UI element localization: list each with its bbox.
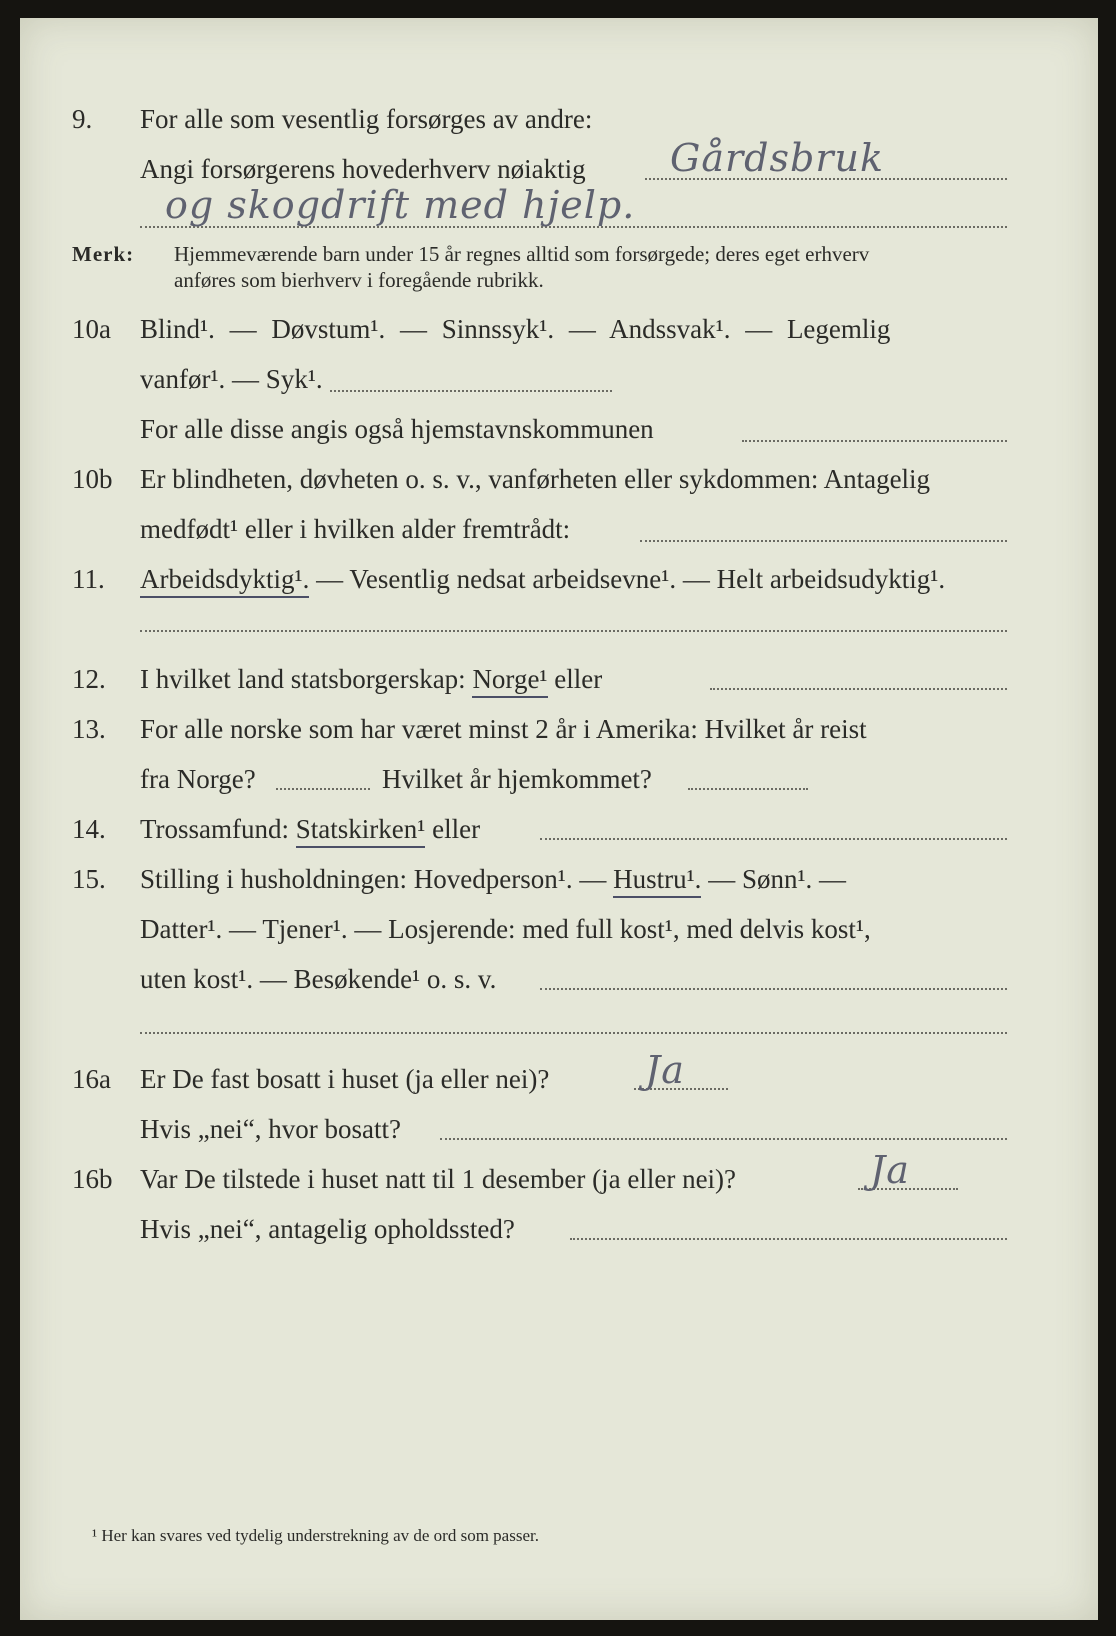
question-12-label: I hvilket land statsborgerskap: bbox=[140, 664, 466, 694]
question-15-line1 bbox=[140, 864, 846, 895]
handwritten-answer-16a: Ja bbox=[645, 1048, 685, 1092]
question-15-underlined-answer: Hustru¹. bbox=[613, 864, 701, 898]
question-11-number: 11. bbox=[72, 564, 105, 594]
question-16b-line2: Hvis „nei“, antagelig opholdssted? bbox=[140, 1214, 515, 1244]
question-14-number: 14. bbox=[72, 814, 106, 844]
answer-line-16a-bosatt bbox=[440, 1138, 1007, 1140]
handwritten-answer-9a: Gårdsbruk bbox=[670, 136, 884, 180]
question-13-line1: For alle norske som har været minst 2 år i Amerika: Hvilket år reist bbox=[140, 714, 867, 744]
question-10b-line2: medfødt¹ eller i hvilken alder fremtrådt: bbox=[140, 514, 571, 544]
question-11-rest: — Vesentlig nedsat arbeidsevne¹. — Helt arbeidsudyktig¹. bbox=[309, 564, 946, 594]
question-10a-line2: vanfør¹. — Syk¹. bbox=[140, 364, 323, 394]
question-13-line2b: Hvilket år hjemkommet? bbox=[382, 764, 652, 794]
question-12-text bbox=[140, 664, 602, 695]
question-15-number: 15. bbox=[72, 864, 106, 894]
question-11-text bbox=[140, 564, 945, 595]
answer-line-16b-opholdssted bbox=[570, 1238, 1007, 1240]
answer-line-13-hjemkommet bbox=[688, 788, 808, 790]
answer-line-11 bbox=[140, 630, 1007, 632]
handwritten-answer-16b: Ja bbox=[870, 1148, 910, 1192]
question-16a-line1: Er De fast bosatt i huset (ja eller nei)? bbox=[140, 1064, 550, 1094]
note-text-line1: Hjemmeværende barn under 15 år regnes alltid som forsørgede; deres eget erhverv bbox=[174, 242, 870, 266]
question-14-label: Trossamfund: bbox=[140, 814, 290, 844]
handwritten-answer-9b: og skogdrift med hjelp. bbox=[165, 183, 636, 227]
question-13-number: 13. bbox=[72, 714, 106, 744]
question-15-line1-start: Stilling i husholdningen: Hovedperson¹. — bbox=[140, 864, 614, 894]
answer-line-10a-syk bbox=[330, 390, 612, 392]
question-10a-line3: For alle disse angis også hjemstavnskommunen bbox=[140, 414, 654, 444]
footnote: ¹ Her kan svares ved tydelig understrekning av de ord som passer. bbox=[92, 1526, 539, 1545]
question-9-prompt: Angi forsørgerens hovederhverv nøiaktig bbox=[140, 154, 586, 184]
census-form-page bbox=[20, 18, 1098, 1620]
question-14-text bbox=[140, 814, 480, 845]
question-9-number: 9. bbox=[72, 104, 93, 134]
question-16b-number: 16b bbox=[72, 1164, 113, 1194]
question-13-line2a: fra Norge? bbox=[140, 764, 256, 794]
answer-line-14 bbox=[540, 838, 1007, 840]
question-15-line1-end: — Sønn¹. — bbox=[701, 864, 847, 894]
answer-line-12 bbox=[710, 688, 1007, 690]
question-10b-line1: Er blindheten, døvheten o. s. v., vanførheten eller sykdommen: Antagelig bbox=[140, 464, 931, 494]
answer-line-15a bbox=[540, 988, 1007, 990]
question-16b-line1: Var De tilstede i huset natt til 1 desember (ja eller nei)? bbox=[140, 1164, 737, 1194]
question-12-tail: eller bbox=[547, 664, 603, 694]
question-12-underlined-answer: Norge¹ bbox=[472, 664, 547, 698]
question-12-number: 12. bbox=[72, 664, 106, 694]
question-9-text: For alle som vesentlig forsørges av andre: bbox=[140, 104, 593, 134]
answer-line-13-reist bbox=[276, 788, 370, 790]
question-15-line3: uten kost¹. — Besøkende¹ o. s. v. bbox=[140, 964, 497, 994]
note-label: Merk: bbox=[72, 242, 135, 266]
answer-line-10a-kommune bbox=[742, 440, 1007, 442]
question-11-underlined-answer: Arbeidsdyktig¹. bbox=[140, 564, 309, 598]
answer-line-15b bbox=[140, 1032, 1007, 1034]
question-10b-number: 10b bbox=[72, 464, 113, 494]
question-15-line2: Datter¹. — Tjener¹. — Losjerende: med full kost¹, med delvis kost¹, bbox=[140, 914, 871, 944]
question-14-tail: eller bbox=[425, 814, 481, 844]
question-14-underlined-answer: Statskirken¹ bbox=[296, 814, 426, 848]
question-16a-number: 16a bbox=[72, 1064, 111, 1094]
question-16a-line2: Hvis „nei“, hvor bosatt? bbox=[140, 1114, 401, 1144]
answer-line-10b bbox=[640, 540, 1007, 542]
question-10a-line1: Blind¹. — Døvstum¹. — Sinnssyk¹. — Andssvak¹. — Legemlig bbox=[140, 314, 891, 344]
question-10a-number: 10a bbox=[72, 314, 111, 344]
note-text-line2: anføres som bierhverv i foregående rubrikk. bbox=[174, 268, 544, 292]
